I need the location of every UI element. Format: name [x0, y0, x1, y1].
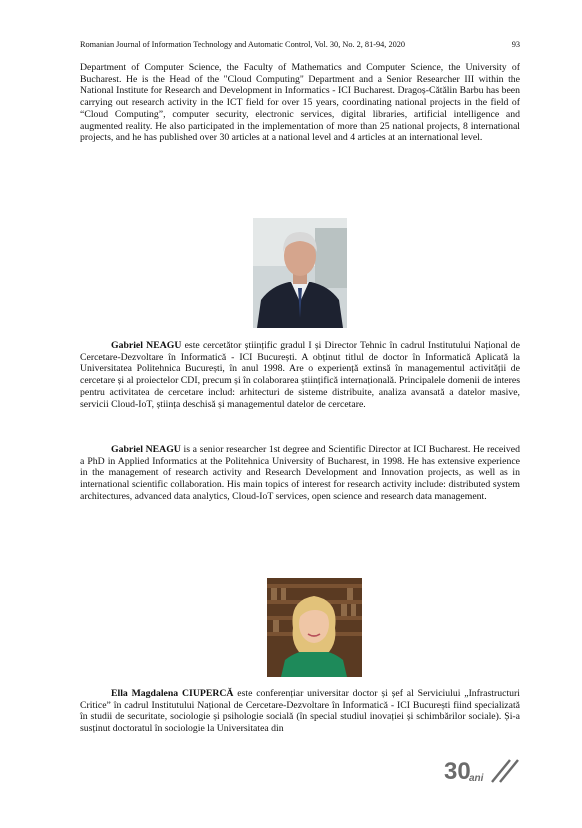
- neagu-bio-ro-text: este cercetător științific gradul I și Director Tehnic în cadrul Institutului Național de Cercetare-Dezvoltare în Informatică - ICI București. A obținut titlul de doctor în Informatică Aplicată la Universitatea Politehnica București, în anul 1998. Are o experiență extinsă în managementul activității de cercetare și al proiectelor CDI, precum și în colaborarea științifică internațională. Principalele domenii de interes pentru activitatea de cercetare includ: arhitecturi de sisteme distribuite, analiza avansată a datelor masive, servicii Cloud-IoT, știința deschisă și managementul datelor de cercetare.: [80, 340, 520, 410]
- ciuperca-portrait: [267, 578, 362, 677]
- ciuperca-name: Ella Magdalena CIUPERCĂ: [111, 688, 234, 699]
- journal-citation: Romanian Journal of Information Technology and Automatic Control, Vol. 30, No. 2, 81-94, 2020: [80, 40, 406, 49]
- running-header: [80, 40, 520, 49]
- neagu-portrait: [253, 218, 347, 328]
- neagu-bio-english: [80, 444, 520, 503]
- neagu-portrait-image: [253, 218, 347, 328]
- anniversary-logo: [444, 756, 524, 784]
- neagu-name: Gabriel NEAGU: [111, 340, 182, 351]
- logo-number: 30: [444, 758, 471, 784]
- page-number: 93: [511, 40, 520, 49]
- logo-slash-2: [500, 760, 518, 782]
- ciuperca-bio-romanian: [80, 688, 520, 735]
- logo-slash-1: [492, 760, 510, 782]
- ciuperca-bio-ro-text: este conferențiar universitar doctor și șef al Serviciului „Infrastructuri Critice” în cadrul Institutului Național de Cercetare-Dezvoltare în Informatică - ICI București fiind specializată în studii de securitate, sociologie și psihologie socială (în special studiul inovației și schimbărilor sociale). Și-a susținut doctoratul în sociologie la Universitatea din: [80, 688, 520, 735]
- logo-word: ani: [469, 773, 484, 784]
- barbu-bio-paragraph: Department of Computer Science, the Faculty of Mathematics and Computer Science, the University of Bucharest. He is the Head of the "Cloud Computing" Department and a Senior Researcher III within the National Institute for Research and Development in Informatics - ICI Bucharest. Dragoș-Cătălin Barbu has been carrying out research activity in the ICT field for over 15 years, coordinating national projects in the field of “Cloud Computing”, computer security, electronic services, digital libraries, artificial intelligence and augmented reality. He also participated in the implementation of more than 25 national projects, 8 international projects, and he has published over 30 articles at a national level and 4 articles at an international level.: [80, 62, 520, 144]
- neagu-bio-romanian: [80, 340, 520, 410]
- anniversary-logo-graphic: [444, 756, 524, 784]
- neagu-bio-en-text: is a senior researcher 1st degree and Scientific Director at ICI Bucharest. He received a PhD in Applied Informatics at the Politehnica University of Bucharest, in 1998. He has extensive experience in the management of research activity and Research Development and Innovation projects, as well as in international scientific collaboration. His main topics of interest for research activity include: distributed system architectures, advanced data analytics, Cloud-IoT services, open science and research data management.: [80, 444, 521, 502]
- neagu-name-en: Gabriel NEAGU: [111, 444, 181, 455]
- ciuperca-portrait-image: [267, 578, 362, 677]
